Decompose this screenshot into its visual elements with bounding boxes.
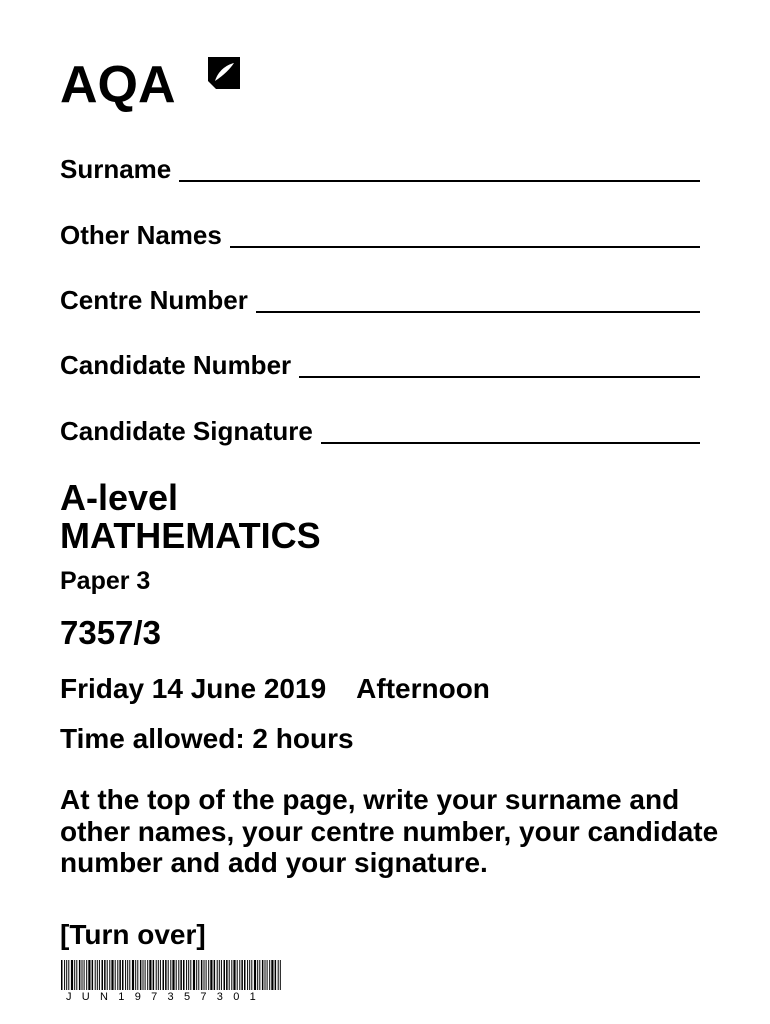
- barcode-bar: [158, 960, 159, 990]
- barcode-bar: [269, 960, 270, 990]
- exam-date: Friday 14 June 2019: [60, 673, 327, 704]
- barcode-bar: [206, 960, 207, 990]
- barcode-bar: [241, 960, 243, 990]
- other-names-field[interactable]: [60, 220, 700, 250]
- exam-date-line: [60, 672, 490, 706]
- exam-code: 7357/3: [60, 614, 161, 651]
- barcode-bar: [249, 960, 250, 990]
- barcode-bar: [102, 960, 104, 990]
- aqa-leaf-mark-icon: [206, 55, 242, 91]
- barcode-bar: [239, 960, 240, 990]
- barcode-bar: [193, 960, 195, 990]
- barcode-bar: [153, 960, 155, 990]
- barcode-bar: [165, 960, 167, 990]
- barcode-bar: [122, 960, 124, 990]
- barcode-bar: [135, 960, 136, 990]
- barcode-bar: [204, 960, 205, 990]
- centre-number-label: Centre Number: [60, 285, 248, 315]
- barcode-bar: [149, 960, 151, 990]
- exam-subject: MATHEMATICS: [60, 515, 321, 556]
- barcode-bar: [168, 960, 169, 990]
- barcode-bar: [143, 960, 144, 990]
- barcode-bar: [247, 960, 248, 990]
- candidate-signature-line[interactable]: [321, 418, 700, 444]
- barcode-bar: [259, 960, 260, 990]
- other-names-label: Other Names: [60, 220, 222, 250]
- barcode-bar: [180, 960, 182, 990]
- barcode-bar: [251, 960, 252, 990]
- surname-label: Surname: [60, 154, 172, 184]
- other-names-line[interactable]: [230, 222, 700, 248]
- barcode-bar: [64, 960, 65, 990]
- time-allowed: Time allowed: 2 hours: [60, 723, 354, 754]
- barcode-bar: [190, 960, 191, 990]
- barcode-bar: [176, 960, 177, 990]
- barcode-bar: [231, 960, 232, 990]
- barcode-bar: [172, 960, 174, 990]
- surname-field[interactable]: [60, 154, 700, 184]
- candidate-number-field[interactable]: [60, 350, 700, 380]
- barcode-bar: [224, 960, 226, 990]
- barcode-bar: [125, 960, 126, 990]
- barcode-bar: [66, 960, 67, 990]
- barcode-bar: [188, 960, 189, 990]
- instructions: At the top of the page, write your surname and other names, your centre number, your candidate number and add your signature.: [60, 784, 719, 878]
- barcode-bar: [278, 960, 279, 990]
- barcode-bar: [160, 960, 161, 990]
- exam-paper: Paper 3: [60, 567, 151, 595]
- barcode-bar: [214, 960, 216, 990]
- barcode-bar: [86, 960, 87, 990]
- barcode-bar: [119, 960, 121, 990]
- logo-text: AQA: [60, 56, 176, 114]
- barcode-bar: [170, 960, 171, 990]
- barcode-bar: [132, 960, 134, 990]
- barcode-bar: [84, 960, 85, 990]
- barcode-bar: [74, 960, 75, 990]
- barcode-bar: [257, 960, 258, 990]
- barcode-bar: [109, 960, 110, 990]
- barcode-bar: [163, 960, 165, 990]
- barcode-bar: [92, 960, 94, 990]
- surname-line[interactable]: [179, 156, 700, 182]
- barcode-bar: [71, 960, 73, 990]
- barcode-bar: [137, 960, 138, 990]
- barcode-bar: [111, 960, 113, 990]
- barcode-bar: [104, 960, 106, 990]
- barcode-bar: [271, 960, 273, 990]
- barcode-bar: [82, 960, 83, 990]
- barcode-bar: [275, 960, 277, 990]
- barcode-bar: [208, 960, 209, 990]
- barcode-bar: [201, 960, 203, 990]
- barcode-bar: [178, 960, 179, 990]
- barcode-bar: [183, 960, 185, 990]
- barcode-bar: [88, 960, 90, 990]
- barcode-bar: [217, 960, 218, 990]
- barcode: [60, 960, 282, 990]
- barcode-bar: [267, 960, 268, 990]
- barcode-bar: [127, 960, 128, 990]
- barcode-bar: [280, 960, 281, 990]
- barcode-bar: [229, 960, 230, 990]
- barcode-bar: [76, 960, 77, 990]
- barcode-bar: [265, 960, 266, 990]
- barcode-bar: [147, 960, 148, 990]
- barcode-bar: [221, 960, 222, 990]
- barcode-bar: [244, 960, 246, 990]
- barcode-bar: [219, 960, 220, 990]
- barcode-bar: [107, 960, 108, 990]
- exam-level: A-level: [60, 477, 179, 518]
- barcode-bar: [68, 960, 69, 990]
- barcode-bar: [210, 960, 212, 990]
- barcode-bar: [97, 960, 98, 990]
- barcode-bar: [140, 960, 142, 990]
- barcode-bar: [226, 960, 228, 990]
- barcode-bar: [129, 960, 130, 990]
- barcode-bar: [99, 960, 100, 990]
- barcode-bar: [115, 960, 116, 990]
- barcode-bar: [262, 960, 264, 990]
- barcode-bar: [233, 960, 235, 990]
- barcode-bar: [186, 960, 187, 990]
- candidate-signature-label: Candidate Signature: [60, 416, 313, 446]
- centre-number-line[interactable]: [256, 287, 700, 313]
- barcode-bar: [61, 960, 63, 990]
- barcode-bar: [196, 960, 197, 990]
- barcode-bar: [198, 960, 199, 990]
- centre-number-field[interactable]: [60, 285, 700, 315]
- barcode-text: JUN197357301: [66, 991, 267, 1003]
- turn-over: [Turn over]: [60, 919, 206, 950]
- barcode-bar: [254, 960, 256, 990]
- barcode-bar: [156, 960, 157, 990]
- barcode-bar: [117, 960, 118, 990]
- candidate-number-label: Candidate Number: [60, 350, 292, 380]
- barcode-bar: [79, 960, 81, 990]
- candidate-signature-field[interactable]: [60, 416, 700, 446]
- candidate-number-line[interactable]: [299, 352, 700, 378]
- barcode-bar: [95, 960, 96, 990]
- exam-session: Afternoon: [356, 673, 490, 704]
- barcode-bar: [145, 960, 146, 990]
- barcode-bar: [237, 960, 238, 990]
